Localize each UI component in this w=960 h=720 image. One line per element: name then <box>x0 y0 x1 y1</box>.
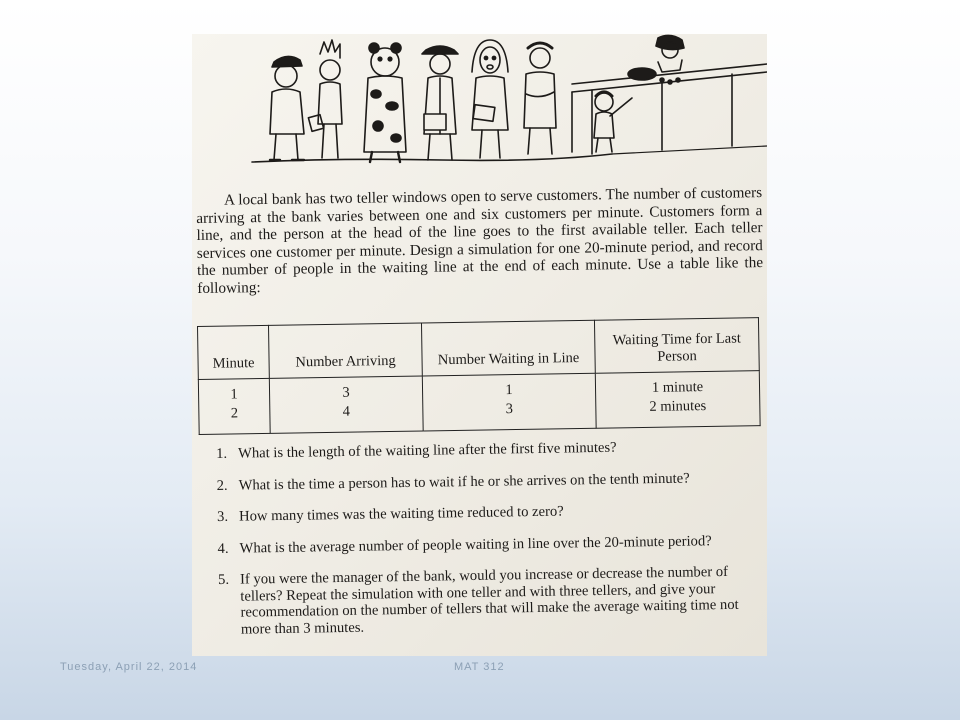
problem-statement: A local bank has two teller windows open to serve customers. The number of customers arriving at the bank varies between one and six customers per minute. Customers form a line, and the person at the head of the line goes to the first available teller. Each teller services one customer per minute. Design a simulation for one 20-minute period, and record the number of people in the waiting line at the end of each minute. Use a table like the following: <box>196 184 764 297</box>
question-number: 2. <box>216 477 228 494</box>
question-list <box>216 437 767 653</box>
cell-value: 1 <box>230 386 238 403</box>
question-number: 5. <box>217 571 230 588</box>
column-header: Number Arriving <box>268 323 422 378</box>
cell-value: 3 <box>342 384 350 401</box>
cartoon-person-4 <box>422 46 458 160</box>
bank-line-cartoon-illustration <box>192 34 767 184</box>
column-header: Number Waiting in Line <box>421 320 595 376</box>
footer-course: MAT 312 <box>454 661 505 673</box>
table-header-row <box>198 318 760 380</box>
table-cell <box>269 376 423 433</box>
column-header: Minute <box>198 325 270 379</box>
cartoon-person-2 <box>308 40 342 158</box>
question-number: 3. <box>216 508 229 525</box>
simulation-table <box>197 317 761 435</box>
question-text: What is the average number of people waiting in line over the 20-minute period? <box>239 532 712 557</box>
cartoon-person-5 <box>472 40 508 158</box>
question-number: 1. <box>216 445 228 462</box>
cell-value: 2 minutes <box>649 398 707 415</box>
question-item <box>216 469 764 494</box>
cartoon-person-6 <box>524 43 556 154</box>
table-cell <box>198 378 270 434</box>
table-cell <box>595 371 760 429</box>
question-text: If you were the manager of the bank, would you increase or decrease the number of tellers? Repeat the simulation with one teller and with three tellers, and give your recommendation on the number of tellers that will make the average waiting time not more than 3 minutes. <box>239 563 739 638</box>
cell-value: 4 <box>342 403 351 420</box>
column-header-text: Waiting Time for Last Person <box>612 330 741 365</box>
question-text: How many times was the waiting time reduced to zero? <box>238 503 564 525</box>
question-number: 4. <box>217 540 229 557</box>
cartoon-person-3 <box>364 43 406 162</box>
cell-value: 2 <box>230 405 239 422</box>
table-row <box>198 371 760 435</box>
cell-value: 1 minute <box>651 379 704 396</box>
question-text: What is the time a person has to wait if he or she arrives on the tenth minute? <box>238 470 690 494</box>
cell-value: 3 <box>505 401 514 418</box>
cartoon-child <box>594 92 632 152</box>
question-item <box>217 532 765 557</box>
column-header <box>594 318 759 374</box>
cartoon-person-1 <box>270 56 304 160</box>
question-item <box>217 500 765 525</box>
cell-value: 1 <box>505 382 513 399</box>
question-text: What is the length of the waiting line after the first five minutes? <box>237 439 617 462</box>
question-item <box>218 563 767 638</box>
footer-date: Tuesday, April 22, 2014 <box>60 661 198 673</box>
question-item <box>216 437 764 462</box>
worksheet-photo <box>192 34 767 656</box>
teller-counter <box>572 64 767 154</box>
cartoon-teller <box>656 35 684 72</box>
table-cell <box>422 373 596 431</box>
